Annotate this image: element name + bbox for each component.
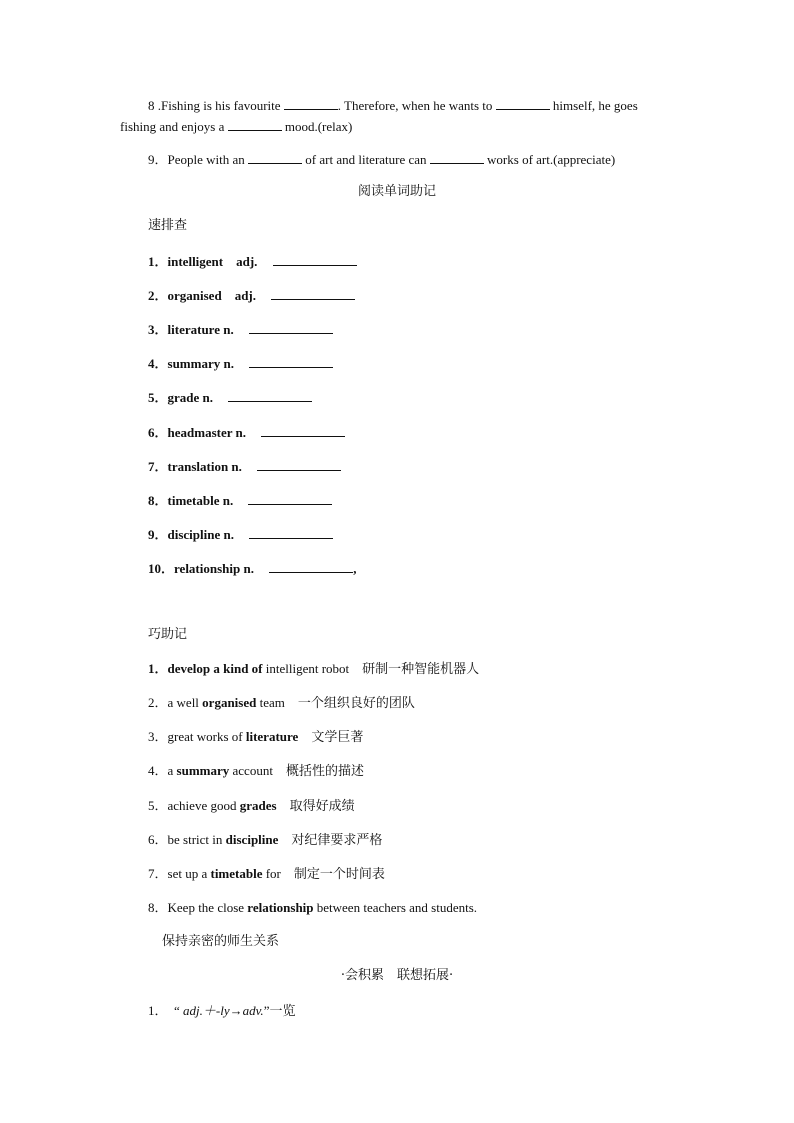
accumulate-item-1: 1． “ adj.＋-ly→adv.”一览 [148, 1003, 296, 1019]
answer-blank[interactable] [269, 560, 353, 573]
answer-blank[interactable] [249, 355, 333, 368]
answer-blank[interactable] [249, 526, 333, 539]
exercise-8-line2: fishing and enjoys a mood.(relax) [120, 119, 353, 134]
answer-blank[interactable] [271, 287, 355, 300]
quick-check-item-9: 9．discipline n. [148, 526, 333, 543]
quick-check-item-2: 2．organised adj. [148, 287, 355, 304]
exercise-number: 8 [148, 98, 155, 113]
answer-blank[interactable] [261, 424, 345, 437]
memory-item-4: 4．a summary account 概括性的描述 [148, 763, 364, 779]
quick-check-item-4: 4．summary n. [148, 355, 333, 372]
memory-item-3: 3．great works of literature 文学巨著 [148, 729, 364, 745]
memory-item-8: 8．Keep the close relationship between teachers and students. [148, 900, 478, 915]
exercise-9: 9．People with an of art and literature can works of art.(appreciate) [148, 152, 616, 167]
quick-check-item-5: 5．grade n. [148, 389, 312, 406]
memory-item-1: 1．develop a kind of intelligent robot 研制一种智能机器人 [148, 661, 480, 677]
answer-blank[interactable] [228, 389, 312, 402]
answer-blank[interactable] [249, 321, 333, 334]
quick-check-item-7: 7．translation n. [148, 458, 341, 475]
quick-check-item-8: 8．timetable n. [148, 492, 332, 509]
exercise-number: 9 [148, 152, 155, 167]
answer-blank[interactable] [430, 151, 484, 164]
answer-blank[interactable] [496, 97, 550, 110]
answer-blank[interactable] [228, 118, 282, 131]
accumulate-title: ·会积累 联想拓展· [340, 968, 454, 983]
answer-blank[interactable] [248, 492, 332, 505]
memory-item-7: 7．set up a timetable for 制定一个时间表 [148, 866, 385, 882]
quick-check-item-3: 3．literature n. [148, 321, 333, 338]
answer-blank[interactable] [248, 151, 302, 164]
memory-item-2: 2．a well organised team 一个组织良好的团队 [148, 695, 415, 711]
memory-item-8-translation: 保持亲密的师生关系 [162, 934, 280, 949]
quick-check-item-10: 10．relationship n. , [148, 561, 357, 576]
section-title: 阅读单词助记 [357, 184, 436, 199]
answer-blank[interactable] [284, 97, 338, 110]
quick-check-heading: 速排查 [148, 218, 188, 233]
memory-item-6: 6．be strict in discipline 对纪律要求严格 [148, 832, 383, 848]
quick-check-item-6: 6．headmaster n. [148, 424, 345, 441]
answer-blank[interactable] [257, 458, 341, 471]
memory-item-5: 5．achieve good grades 取得好成绩 [148, 798, 355, 814]
quick-check-item-1: 1．intelligent adj. [148, 253, 357, 270]
memory-heading: 巧助记 [148, 627, 188, 642]
exercise-8-line1: 8 .Fishing is his favourite . Therefore, when he wants to himself, he goes [148, 98, 638, 113]
answer-blank[interactable] [273, 253, 357, 266]
